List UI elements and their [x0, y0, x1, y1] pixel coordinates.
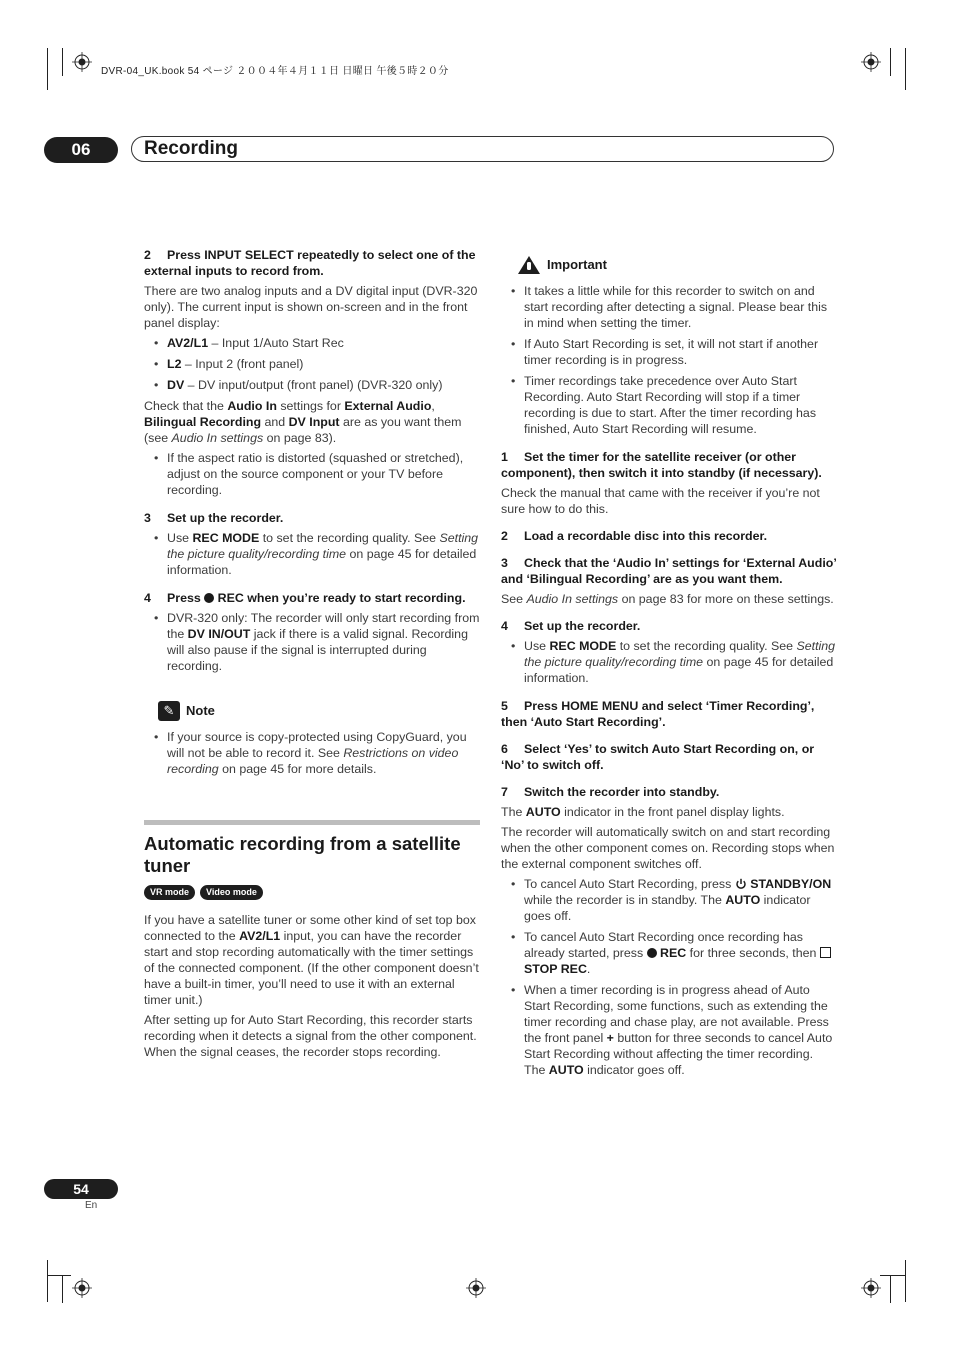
list-item: • If your source is copy-protected using CopyGuard, you will not be able to record it. See Restrictions on video recording on page 45 for more details.: [144, 729, 480, 777]
power-icon: [735, 878, 747, 890]
video-mode-badge: Video mode: [200, 885, 263, 900]
section-divider: [144, 820, 480, 825]
list-item: • When a timer recording is in progress ahead of Auto Start Recording, some functions, such as extending the timer recording and chase play, are not available. Press the front panel + button for three seconds to cancel Auto Start Recording without affecting the timer recording. The AUTO indicator goes off.: [501, 982, 837, 1078]
page-number-badge: 54: [44, 1179, 118, 1199]
step-heading: 1 Set the timer for the satellite receiver (or other component), then switch it into standby (if necessary).: [501, 450, 822, 480]
crop-mark: [890, 1275, 891, 1303]
cancel-list: [501, 876, 837, 1078]
list-item: • To cancel Auto Start Recording once recording has already started, press REC for three seconds, then STOP REC.: [501, 929, 837, 977]
aspect-list: [144, 450, 480, 498]
step4-list: [501, 638, 837, 686]
step-heading: 2 Load a recordable disc into this recorder.: [501, 529, 768, 543]
important-list: [501, 283, 837, 437]
pencil-note-icon: ✎: [158, 701, 180, 721]
step-body: The recorder will automatically switch on and start recording when the other component comes on. Recording stops when the external component switches off.: [501, 825, 835, 871]
chapter-number-badge: 06: [44, 137, 118, 163]
right-column: [501, 255, 837, 1083]
step4-list: [144, 610, 480, 674]
crop-mark: [880, 1275, 905, 1276]
step-heading: 7 Switch the recorder into standby.: [501, 785, 720, 799]
warning-hand-icon: [517, 255, 541, 275]
important-heading: Important: [517, 255, 837, 275]
record-dot-icon: [647, 948, 657, 958]
vr-mode-badge: VR mode: [144, 885, 195, 900]
list-item: • DV – DV input/output (front panel) (DVR-320 only): [144, 377, 480, 393]
list-item: • Use REC MODE to set the recording quality. See Setting the picture quality/recording time on page 45 for detailed information.: [501, 638, 837, 686]
step-heading: 4 Press REC when you’re ready to start recording.: [144, 591, 466, 605]
chapter-title: Recording: [144, 138, 238, 159]
step3-list: [144, 530, 480, 578]
list-item: • It takes a little while for this recorder to switch on and start recording after detecting a signal. Please bear this in mind when setting the timer.: [501, 283, 837, 331]
crop-mark: [47, 48, 48, 90]
list-item: • AV2/L1 – Input 1/Auto Start Rec: [144, 335, 480, 351]
list-item: • If Auto Start Recording is set, it will not start if another timer recording is in progress.: [501, 336, 837, 368]
crop-mark: [47, 1275, 71, 1276]
print-header: DVR-04_UK.book 54 ページ ２００４年４月１１日 日曜日 午後５時２０分: [101, 66, 449, 77]
left-column: [144, 247, 480, 1064]
step-body: The AUTO indicator in the front panel display lights.: [501, 805, 785, 819]
list-item: • If the aspect ratio is distorted (squashed or stretched), adjust on the source component or your TV before recording.: [144, 450, 480, 498]
crop-mark: [47, 1260, 48, 1302]
mode-badges: [144, 885, 480, 900]
note-list: [144, 729, 480, 777]
input-list: [144, 335, 480, 393]
crop-mark: [62, 1275, 63, 1303]
crop-mark: [62, 48, 63, 76]
note-heading: ✎ Note: [158, 701, 480, 721]
crop-mark: [890, 48, 891, 76]
registration-mark-icon: [466, 1278, 486, 1298]
registration-mark-icon: [72, 52, 92, 72]
section-paragraph: If you have a satellite tuner or some other kind of set top box connected to the AV2/L1 input, you can have the recorder start and stop recording automatically with the timer settings of the connected component. (If the other component doesn’t have a built-in timer, you’ll need to use it with an external timer unit.): [144, 913, 479, 1007]
list-item: • To cancel Auto Start Recording, press STANDBY/ON while the recorder is in standby. The AUTO indicator goes off.: [501, 876, 837, 924]
section-paragraph: After setting up for Auto Start Recording, this recorder starts recording when it detects a signal from the other component. When the signal ceases, the recorder stops recording.: [144, 1013, 477, 1059]
step-heading: 2 Press INPUT SELECT repeatedly to select one of the external inputs to record from.: [144, 248, 476, 278]
list-item: • Timer recordings take precedence over Auto Start Recording. Auto Start Recording will stop if a timer recording is due to start. After the timer recording has finished, Auto Start Recording will resume.: [501, 373, 837, 437]
registration-mark-icon: [861, 1278, 881, 1298]
record-dot-icon: [204, 593, 214, 603]
registration-mark-icon: [861, 52, 881, 72]
step-heading: 3 Set up the recorder.: [144, 511, 284, 525]
registration-mark-icon: [72, 1278, 92, 1298]
check-paragraph: Check that the Audio In settings for External Audio, Bilingual Recording and DV Input are as you want them (see Audio In settings on page 83).: [144, 399, 462, 445]
list-item: • L2 – Input 2 (front panel): [144, 356, 480, 372]
step-heading: 4 Set up the recorder.: [501, 619, 641, 633]
step-heading: 5 Press HOME MENU and select ‘Timer Recording’, then ‘Auto Start Recording’.: [501, 699, 815, 729]
crop-mark: [905, 1260, 906, 1302]
section-title: Automatic recording from a satellite tuner: [144, 833, 461, 876]
crop-mark: [905, 48, 906, 90]
list-item: • DVR-320 only: The recorder will only start recording from the DV IN/OUT jack if there is a valid signal. Recording will also pause if the signal is interrupted during recording.: [144, 610, 480, 674]
step-body: See Audio In settings on page 83 for more on these settings.: [501, 592, 834, 606]
step-body: Check the manual that came with the receiver if you’re not sure how to do this.: [501, 486, 820, 516]
step-body: There are two analog inputs and a DV digital input (DVR-320 only). The current input is shown on-screen and in the front panel display:: [144, 284, 478, 330]
step-heading: 6 Select ‘Yes’ to switch Auto Start Recording on, or ‘No’ to switch off.: [501, 742, 815, 772]
stop-square-icon: [820, 947, 831, 958]
page-language: En: [85, 1200, 98, 1211]
step-heading: 3 Check that the ‘Audio In’ settings for ‘External Audio’ and ‘Bilingual Recording’ are as you want them.: [501, 556, 837, 586]
list-item: • Use REC MODE to set the recording quality. See Setting the picture quality/recording time on page 45 for detailed information.: [144, 530, 480, 578]
